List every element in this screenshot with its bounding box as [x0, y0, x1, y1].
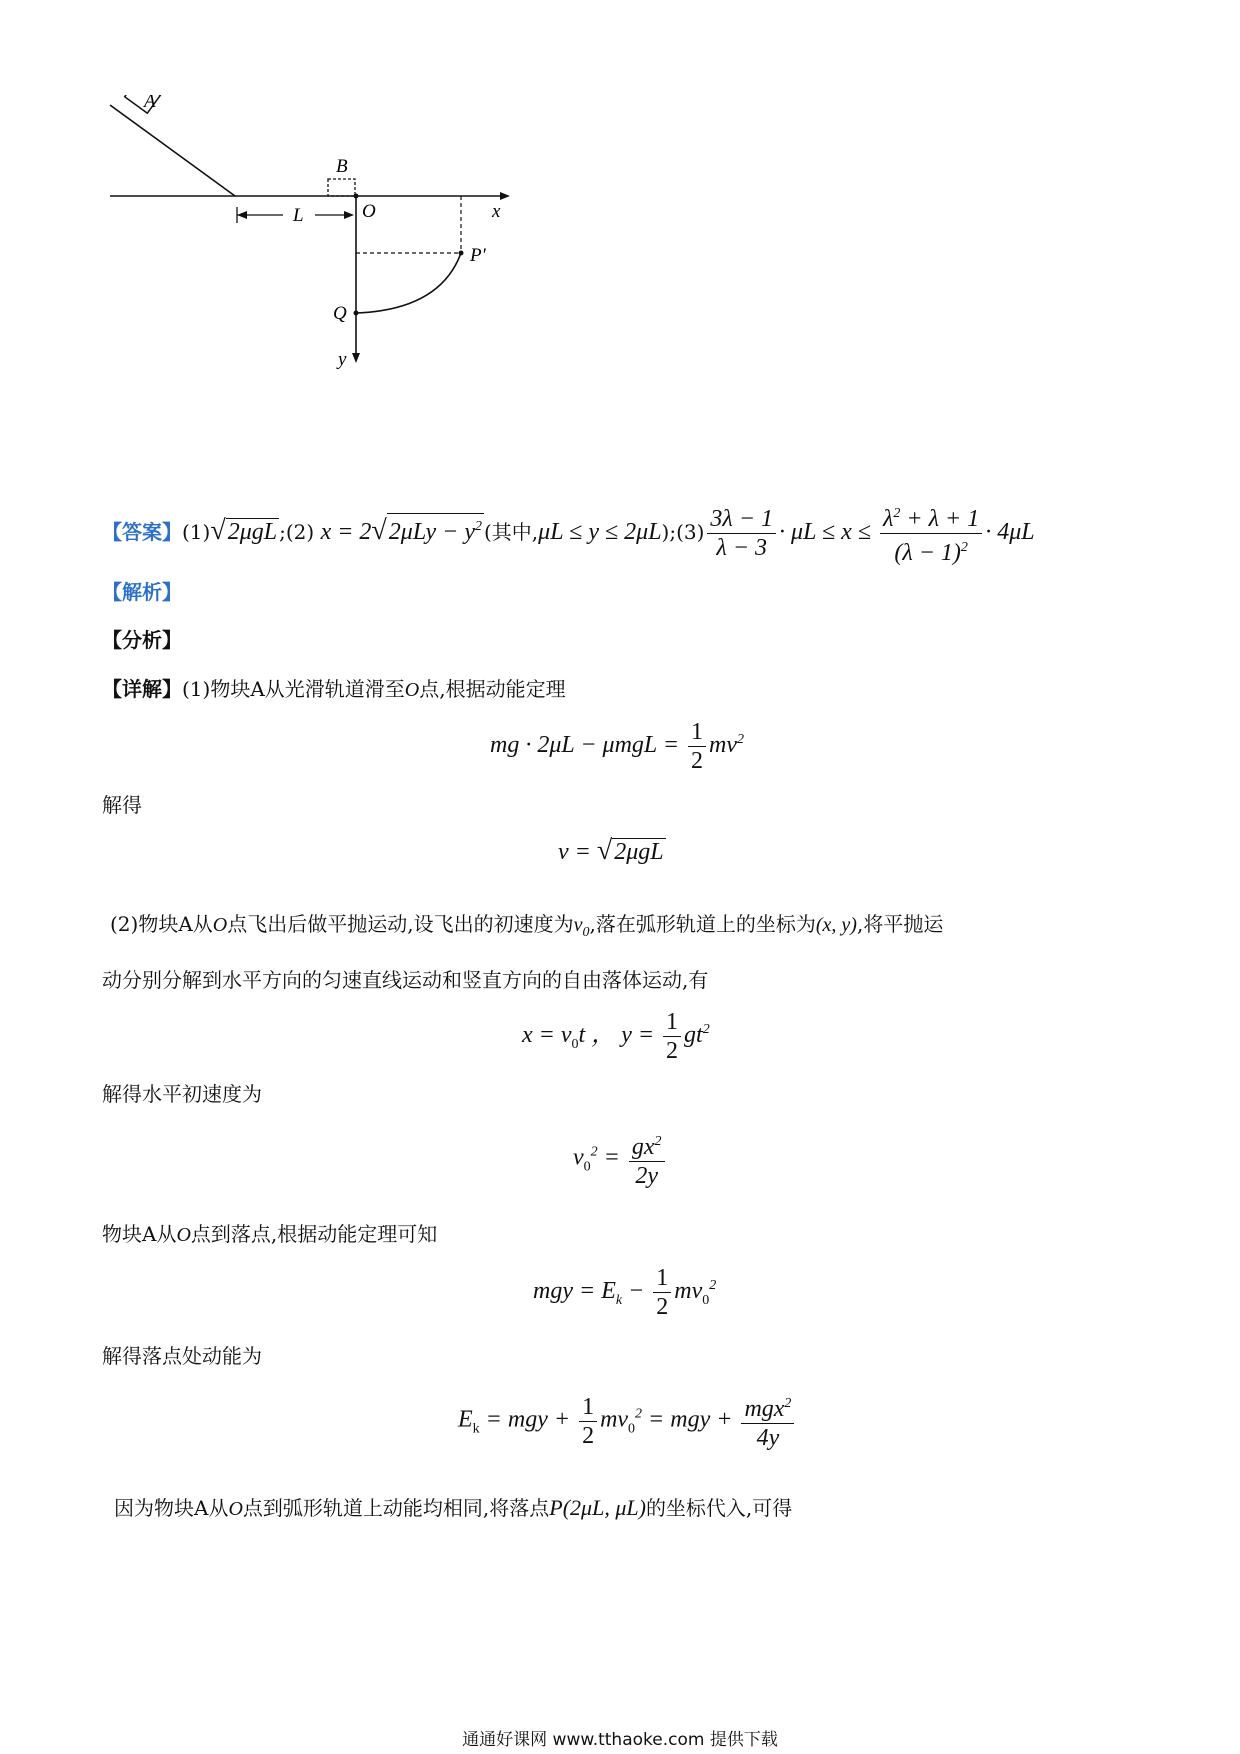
- equation-energy-2: mgy = $E_k$ − $\frac{1}{2}$ $mv_0^2$: [533, 1265, 717, 1320]
- label-y: y: [338, 349, 347, 370]
- para-4-c: 的坐标代入,可得: [645, 1496, 793, 1520]
- point-o-ref-4: O: [228, 1498, 243, 1520]
- fenxi-tag: 【分析】: [102, 628, 182, 652]
- para-2-b: 点飞出后做平抛运动,设飞出的初速度为: [227, 912, 574, 936]
- answer-note-open: (其中,: [484, 520, 539, 545]
- point-o-ref-2: O: [212, 914, 228, 936]
- footer-text: 通通好课网 www.tthaoke.com 提供下载: [462, 1730, 778, 1750]
- detail-intro-text: (1)物块A从光滑轨道滑至: [182, 677, 405, 701]
- answer-part3-label: );(3): [661, 520, 705, 545]
- para-2-c: ,落在弧形轨道上的坐标为: [589, 912, 816, 936]
- solve-3: 解得落点处动能为: [102, 1344, 262, 1368]
- answer-tag: 【答案】: [102, 520, 182, 545]
- label-a: A: [144, 95, 156, 112]
- detail-intro: [102, 677, 566, 702]
- detail-tag: 【详解】: [102, 677, 182, 701]
- para-2-line-1: (2)物块A从O点飞出后做平抛运动,设飞出的初速度为$v_0$,落在弧形轨道上的坐标为(x, y),将平抛运: [110, 912, 944, 940]
- analysis-tag: 【解析】: [102, 580, 182, 604]
- label-x: x: [492, 201, 501, 222]
- para-2-a: (2)物块A从: [110, 912, 213, 936]
- point-o-ref: O: [404, 679, 420, 701]
- answer-part1-label: (1): [182, 520, 211, 545]
- para-4: 因为物块A从O点到弧形轨道上动能均相同,将落点P(2μL, μL)的坐标代入,可得: [114, 1495, 793, 1520]
- equation-ek: $E_k$ = mgy + $\frac{1}{2}$ $mv_0^2$ = mgy + $\frac{mgx^2}{4y}$: [458, 1390, 797, 1452]
- solve-1: 解得: [102, 793, 142, 817]
- point-o-ref-3: O: [176, 1224, 191, 1246]
- para-3-a: 物块A从: [102, 1222, 177, 1246]
- para-4-a: 因为物块A从: [114, 1496, 229, 1520]
- label-l: L: [293, 205, 304, 226]
- label-p-prime: P′: [470, 245, 486, 266]
- answer-line: 【答案】(1)√2μgL ;(2) $x = 2√2\mu Ly - y^2$ (其中,μL ≤ y ≤ 2μL);(3) $\frac{3\lambda - 1}{\lambda - 3}$ · μL ≤ x ≤ $\frac{\lambda^2 + \lambda + 1}{(\lambda - 1)^2}$ · 4μL: [102, 500, 1035, 552]
- para-2-d: ,将平抛运: [856, 912, 944, 936]
- para-3-b: 点到落点,根据动能定理可知: [190, 1222, 438, 1246]
- detail-intro-end: 点,根据动能定理: [419, 677, 566, 701]
- solve-2: 解得水平初速度为: [102, 1082, 262, 1106]
- equation-v0: $v_0^2$ = $\frac{gx^2}{2y}$: [573, 1128, 668, 1190]
- track-diagram: [100, 95, 580, 425]
- para-3: [102, 1222, 437, 1247]
- answer-part2-label: ;(2): [279, 520, 315, 545]
- para-4-b: 点到弧形轨道上动能均相同,将落点: [242, 1496, 550, 1520]
- label-o: O: [362, 201, 376, 222]
- equation-energy-1: mg · 2μL − μmgL = $\frac{1}{2}$ $mv^2$: [490, 719, 744, 774]
- label-q: Q: [333, 303, 347, 324]
- para-2-line-2: 动分别分解到水平方向的匀速直线运动和竖直方向的自由落体运动,有: [102, 968, 709, 992]
- equation-projectile: $x = v_0t$ ， y = $\frac{1}{2}$ $gt^2$: [522, 1009, 710, 1064]
- label-b: B: [336, 156, 348, 177]
- equation-v: v = √2μgL: [558, 835, 664, 866]
- physics-figure: [100, 95, 580, 425]
